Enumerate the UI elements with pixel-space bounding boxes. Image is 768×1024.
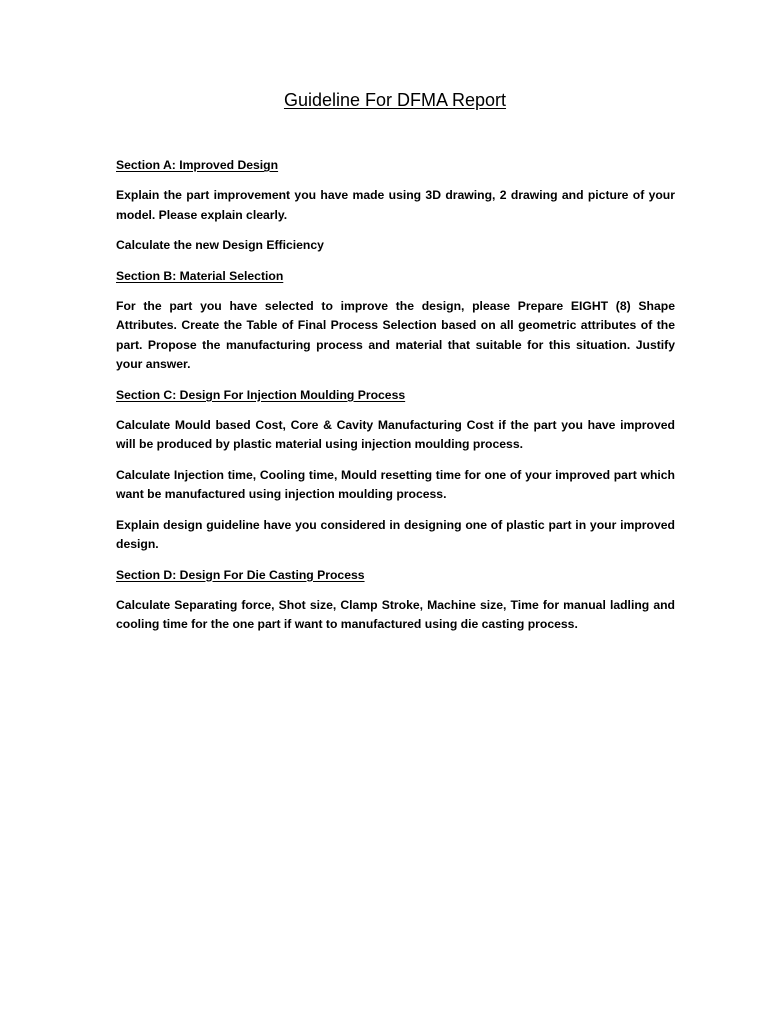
section-c-paragraph-1: Calculate Mould based Cost, Core & Cavity Manufacturing Cost if the part you have improved will be produced by plastic material using injection moulding process. [116,418,675,452]
section-d-heading: Section D: Design For Die Casting Process [116,567,365,582]
section-b-paragraph-1: For the part you have selected to improve the design, please Prepare EIGHT (8) Shape Attributes. Create the Table of Final Process Selection based on all geometric attributes of the part. Propose the manufacturing process and material that suitable for this situation. Justify your answer. [116,299,675,372]
section-a-paragraph-1: Explain the part improvement you have made using 3D drawing, 2 drawing and picture of your model. Please explain clearly. [116,188,675,222]
document-body [116,156,675,646]
section-b-heading: Section B: Material Selection [116,268,284,283]
section-a-paragraph-2: Calculate the new Design Efficiency [116,238,324,253]
section-d-paragraph-1: Calculate Separating force, Shot size, Clamp Stroke, Machine size, Time for manual ladling and cooling time for the one part if want to manufactured using die casting process. [116,597,675,632]
document-title: Guideline For DFMA Report [283,90,507,110]
section-a-heading: Section A: Improved Design [116,158,279,172]
section-c-paragraph-2: Calculate Injection time, Cooling time, Mould resetting time for one of your improved part which want be manufactured using injection moulding process. [116,467,675,502]
section-c-heading: Section C: Design For Injection Moulding Process [116,387,406,402]
section-c-paragraph-3: Explain design guideline have you considered in designing one of plastic part in your improved design. [116,517,675,552]
